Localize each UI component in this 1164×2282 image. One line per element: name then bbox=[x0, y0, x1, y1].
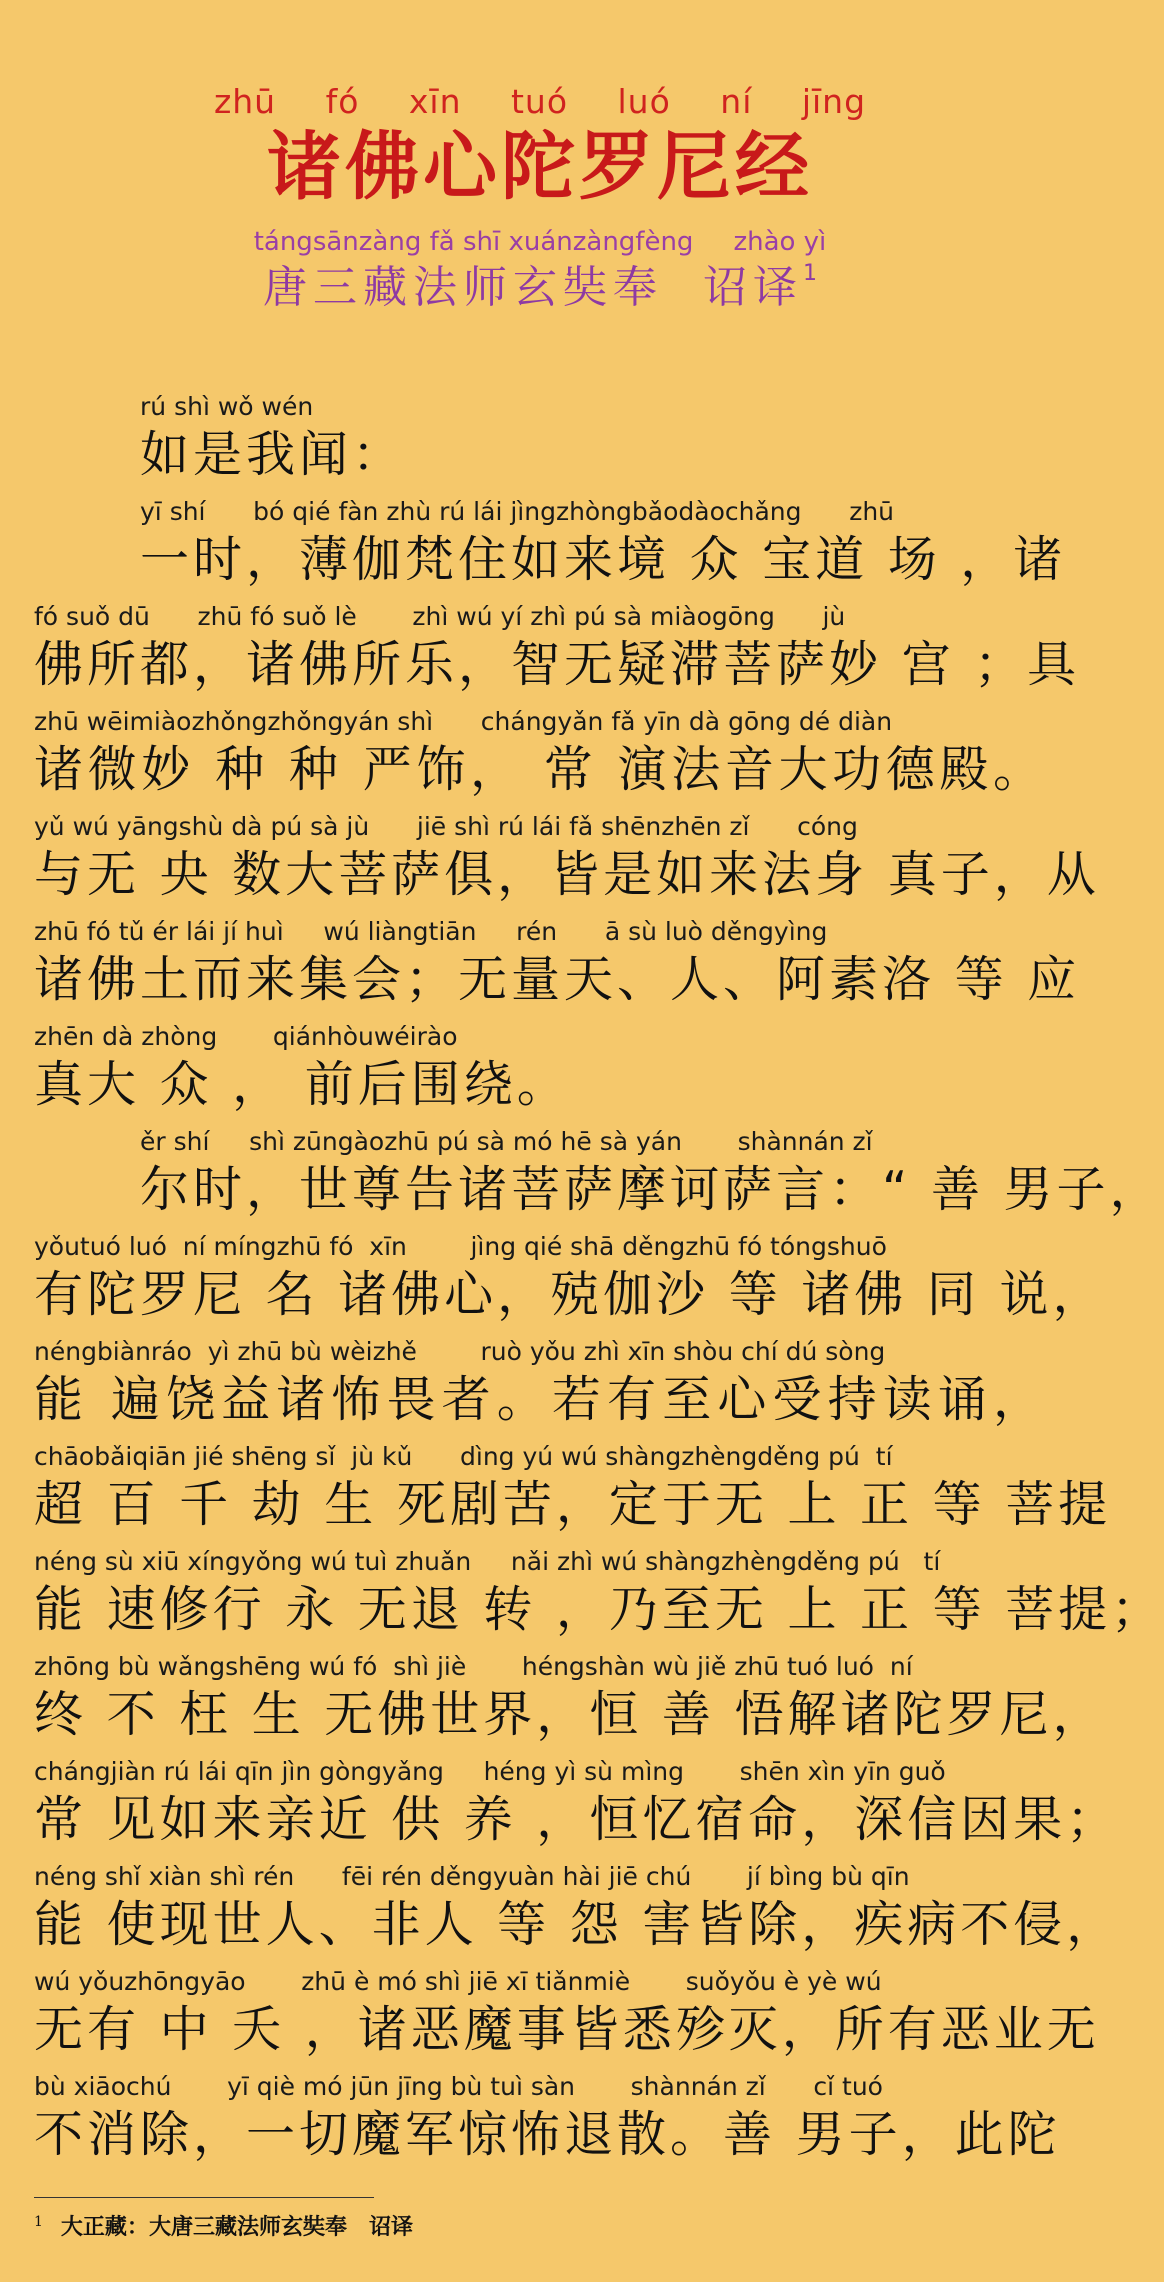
footnote-reference[interactable]: 1 bbox=[803, 261, 817, 286]
footnote bbox=[34, 2210, 413, 2241]
verse-line bbox=[34, 1967, 1100, 2072]
verse-line bbox=[34, 602, 1081, 707]
pinyin-line: néng sù xiū xíngyǒng wú tuì zhuǎn nǎi zhì wú shàngzhèngděng pú tí bbox=[34, 1547, 941, 1576]
translator-pinyin bbox=[0, 224, 1080, 260]
verse-paragraph bbox=[34, 1127, 1164, 2177]
verse-paragraph bbox=[34, 392, 1046, 497]
title-block bbox=[0, 80, 1080, 316]
translator-line bbox=[0, 260, 1080, 316]
chinese-line: 有陀罗尼 名 诸佛心，殑伽沙 等 诸佛 同 说， bbox=[34, 1266, 1106, 1323]
verse-line bbox=[34, 917, 1081, 1022]
chinese-line: 诸微妙 种 种 严饰， 常 演法音大功德殿。 bbox=[34, 741, 1046, 798]
verse-line bbox=[34, 1547, 1164, 1652]
verse-line bbox=[34, 392, 1046, 497]
chinese-line: 诸佛土而来集会；无量天、人、阿素洛 等 应 bbox=[34, 951, 1081, 1008]
verse-line bbox=[34, 1757, 1120, 1862]
verse-line bbox=[34, 1022, 1046, 1127]
pinyin-line: yǒutuó luó ní míngzhū fó xīn jìng qié shā děngzhū fó tóngshuō bbox=[34, 1232, 887, 1261]
pinyin-line: zhū fó tǔ ér lái jí huì wú liàngtiān rén ā sù luò děngyìng bbox=[34, 917, 828, 946]
translator-pinyin-a: tángsānzàng fǎ shī xuánzàngfèng bbox=[253, 227, 694, 257]
pinyin-line: bù xiāochú yī qiè mó jūn jīng bù tuì sàn shànnán zǐ cǐ tuó bbox=[34, 2072, 883, 2101]
verse-line bbox=[34, 707, 1046, 812]
verse-line bbox=[34, 1862, 1120, 1967]
pinyin-line: yī shí bó qié fàn zhù rú lái jìngzhòngbǎodàochǎng zhū bbox=[140, 497, 895, 526]
verse-line bbox=[34, 1442, 1112, 1547]
chinese-line: 一时，薄伽梵住如来境 众 宝道 场 ，诸 bbox=[140, 531, 1067, 588]
verse-line bbox=[34, 1232, 1106, 1337]
title-pinyin: zhū fó xīn tuó luó ní jīng bbox=[213, 82, 867, 121]
page-title: 诸佛心陀罗尼经 bbox=[267, 124, 813, 210]
verse-line bbox=[34, 1652, 1106, 1757]
verse-line bbox=[34, 812, 1100, 917]
pinyin-line: ěr shí shì zūngàozhū pú sà mó hē sà yán shànnán zǐ bbox=[140, 1127, 873, 1156]
pinyin-line: yǔ wú yāngshù dà pú sà jù jiē shì rú lái fǎ shēnzhēn zǐ cóng bbox=[34, 812, 858, 841]
pinyin-line: zhēn dà zhòng qiánhòuwéirào bbox=[34, 1022, 458, 1051]
pinyin-line: chāobǎiqiān jié shēng sǐ jù kǔ dìng yú wú shàngzhèngděng pú tí bbox=[34, 1442, 893, 1471]
pinyin-line: rú shì wǒ wén bbox=[140, 392, 314, 421]
chinese-line: 超 百 千 劫 生 死剧苦，定于无 上 正 等 菩提 bbox=[34, 1476, 1112, 1533]
chinese-line: 无有 中 夭 ，诸恶魔事皆悉殄灭，所有恶业无 bbox=[34, 2001, 1100, 2058]
chinese-line: 常 见如来亲近 供 养 ，恒忆宿命，深信因果； bbox=[34, 1791, 1120, 1848]
chinese-line: 不消除，一切魔军惊怖退散。善 男子，此陀 bbox=[34, 2106, 1061, 2163]
translator-pinyin-b: zhào yì bbox=[733, 227, 827, 257]
footnote-text-b: 诏译 bbox=[368, 2214, 413, 2240]
pinyin-line: néng shǐ xiàn shì rén fēi rén děngyuàn hài jiē chú jí bìng bù qīn bbox=[34, 1862, 910, 1891]
chinese-line: 能 使现世人、非人 等 怨 害皆除，疾病不侵， bbox=[34, 1896, 1120, 1953]
chinese-line: 如是我闻： bbox=[140, 426, 406, 483]
verse-line bbox=[34, 1337, 1046, 1442]
translator-text-a: 唐三藏法师玄奘奉 bbox=[263, 262, 663, 313]
footnote-label: 大正藏： bbox=[60, 2214, 149, 2240]
pinyin-line: zhōng bù wǎngshēng wú fó shì jiè héngshàn wù jiě zhū tuó luó ní bbox=[34, 1652, 913, 1681]
pinyin-line: wú yǒuzhōngyāo zhū è mó shì jiē xī tiǎnmiè suǒyǒu è yè wú bbox=[34, 1967, 882, 1996]
verse-paragraph bbox=[34, 497, 1100, 1127]
chinese-line: 终 不 枉 生 无佛世界，恒 善 悟解诸陀罗尼， bbox=[34, 1686, 1106, 1743]
pinyin-line: néngbiànráo yì zhū bù wèizhě ruò yǒu zhì xīn shòu chí dú sòng bbox=[34, 1337, 886, 1366]
pinyin-line: chángjiàn rú lái qīn jìn gòngyǎng héng yì sù mìng shēn xìn yīn guǒ bbox=[34, 1757, 946, 1786]
sutra-body bbox=[34, 392, 1164, 2177]
footnote-mark: 1 bbox=[34, 2213, 43, 2230]
chinese-line: 真大 众 ， 前后围绕。 bbox=[34, 1056, 570, 1113]
verse-line bbox=[34, 1127, 1163, 1232]
translator-text-b: 诏译 bbox=[703, 262, 803, 313]
chinese-line: 能 遍饶益诸怖畏者。若有至心受持读诵， bbox=[34, 1371, 1046, 1428]
chinese-line: 尔时，世尊告诸菩萨摩诃萨言：“ 善 男子， bbox=[140, 1161, 1163, 1218]
footnote-divider bbox=[34, 2197, 374, 2198]
pinyin-line: zhū wēimiàozhǒngzhǒngyán shì chángyǎn fǎ yīn dà gōng dé diàn bbox=[34, 707, 893, 736]
chinese-line: 与无 央 数大菩萨俱，皆是如来法身 真子，从 bbox=[34, 846, 1100, 903]
chinese-line: 佛所都，诸佛所乐，智无疑滞菩萨妙 宫 ；具 bbox=[34, 636, 1081, 693]
verse-line bbox=[34, 2072, 1061, 2177]
verse-line bbox=[34, 497, 1067, 602]
chinese-line: 能 速修行 永 无退 转 ，乃至无 上 正 等 菩提； bbox=[34, 1581, 1164, 1638]
pinyin-line: fó suǒ dū zhū fó suǒ lè zhì wú yí zhì pú sà miàogōng jù bbox=[34, 602, 846, 631]
footnote-text-a: 大唐三藏法师玄奘奉 bbox=[148, 2214, 347, 2240]
